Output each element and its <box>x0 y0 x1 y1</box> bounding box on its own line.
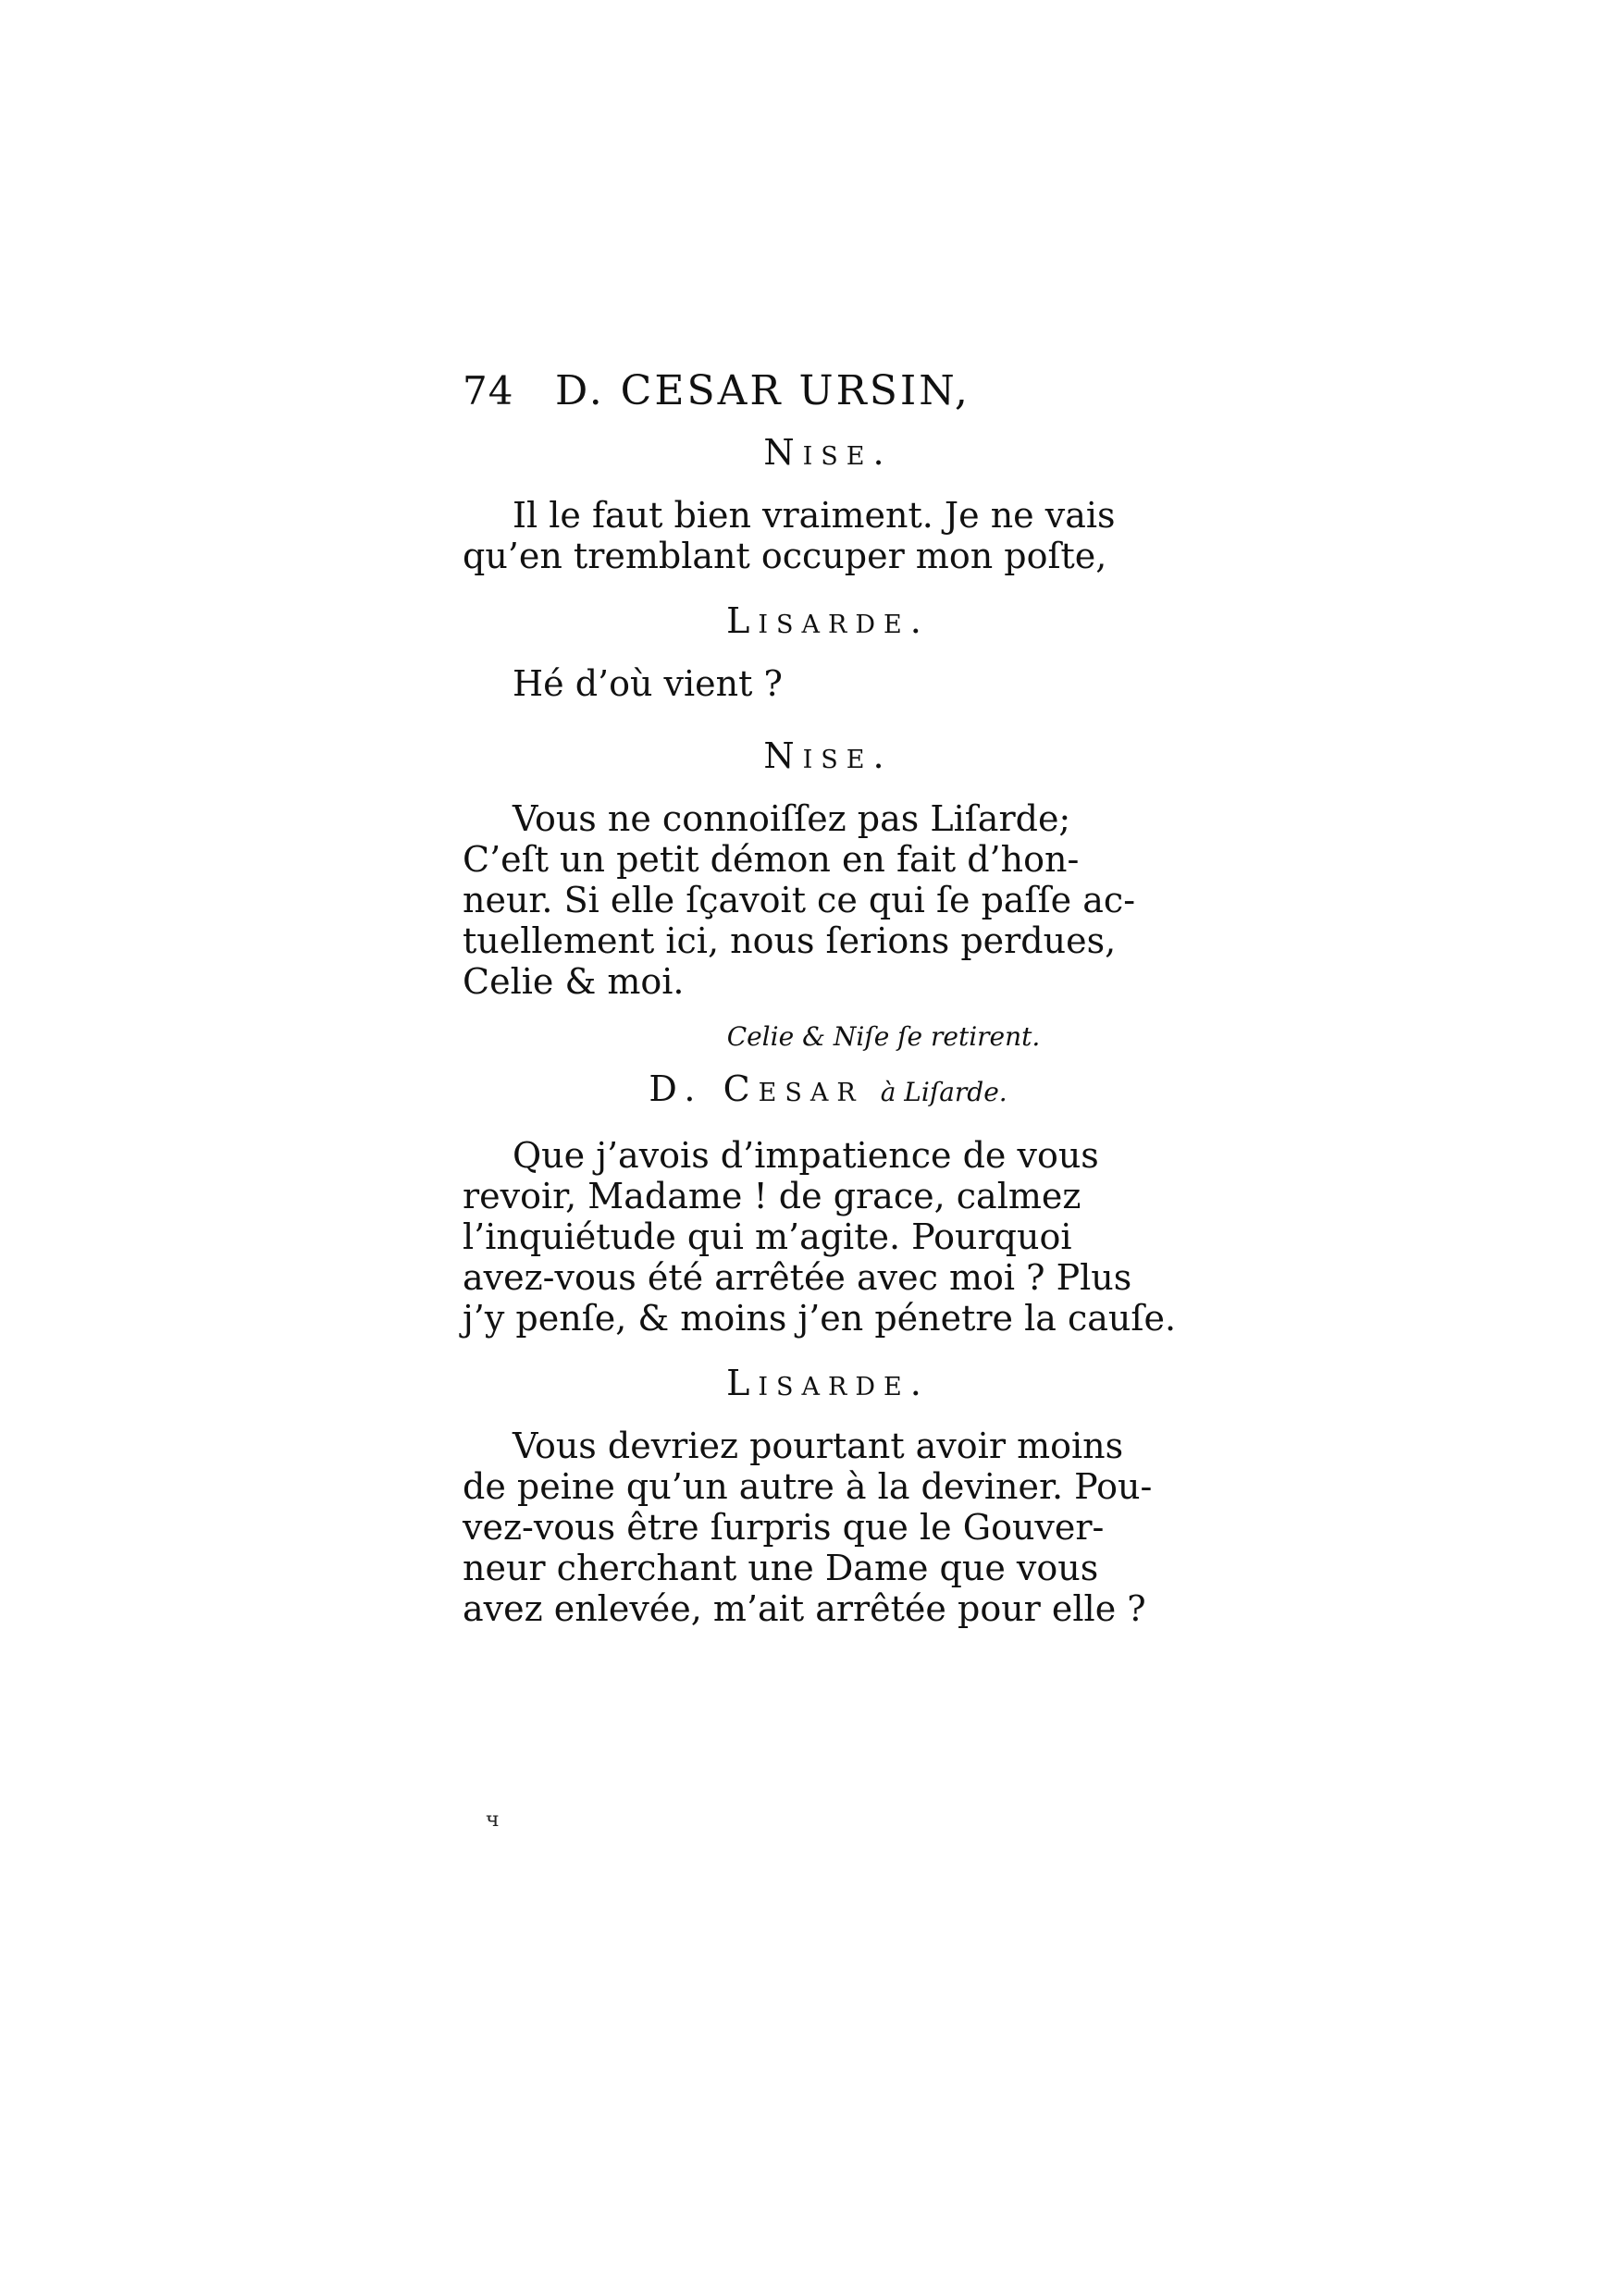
speech-line: Celie & moi. <box>463 961 685 1002</box>
speech-line: neur cherchant une Dame que vous <box>463 1548 1099 1588</box>
speech-line: Il le faut bien vraiment. Je ne vais <box>513 495 1116 536</box>
page-number: 74 <box>463 368 514 414</box>
speech-line: j’y penſe, & moins j’en pénetre la cauſe. <box>463 1298 1177 1339</box>
speaker-name: Nise. <box>763 735 893 776</box>
running-head <box>463 365 1193 417</box>
speech-line: tuellement ici, nous ſerions perdues, <box>463 920 1117 961</box>
speaker-name: D. Cesar <box>649 1068 864 1109</box>
speech-line: revoir, Madame ! de grace, calmez <box>463 1176 1081 1216</box>
speech-line: vez-vous être ſurpris que le Gouver- <box>463 1507 1105 1548</box>
speech-line: qu’en tremblant occuper mon poſte, <box>463 536 1107 576</box>
speech-line: C’eſt un petit démon en fait d’hon- <box>463 839 1080 880</box>
speaker-name: Lisarde. <box>726 1363 930 1403</box>
speech-paragraph <box>463 663 1193 704</box>
speaker-direction: à Liſarde. <box>880 1077 1007 1107</box>
speech-line: Que j’avois d’impatience de vous <box>513 1135 1099 1176</box>
speaker-name: Nise. <box>763 432 893 473</box>
speaker-heading <box>463 1061 1193 1120</box>
speech-paragraph <box>463 1426 1193 1629</box>
running-title: D. CESAR URSIN, <box>555 367 970 414</box>
speech-line: avez-vous été arrêtée avec moi ? Plus <box>463 1257 1132 1298</box>
speech-line: Hé d’où vient ? <box>513 663 783 704</box>
speech-line: Vous ne connoiſſez pas Liſarde; <box>513 798 1071 839</box>
speech-paragraph <box>463 1135 1193 1339</box>
text-column <box>463 365 1193 1646</box>
footer-mark: ч <box>486 1808 500 1832</box>
speech-line: Vous devriez pourtant avoir moins <box>513 1426 1124 1466</box>
speaker-name: Lisarde. <box>726 600 930 641</box>
speech-line: l’inquiétude qui m’agite. Pourquoi <box>463 1216 1072 1257</box>
speech-line: avez enlevée, m’ait arrêtée pour elle ? <box>463 1588 1146 1629</box>
speech-line: neur. Si elle ſçavoit ce qui ſe paſſe ac- <box>463 880 1136 920</box>
stage-direction: Celie & Niſe ſe retirent. <box>726 1021 1041 1052</box>
speech-paragraph <box>463 798 1193 1002</box>
speech-line: de peine qu’un autre à la deviner. Pou- <box>463 1466 1153 1507</box>
speech-paragraph <box>463 495 1193 576</box>
